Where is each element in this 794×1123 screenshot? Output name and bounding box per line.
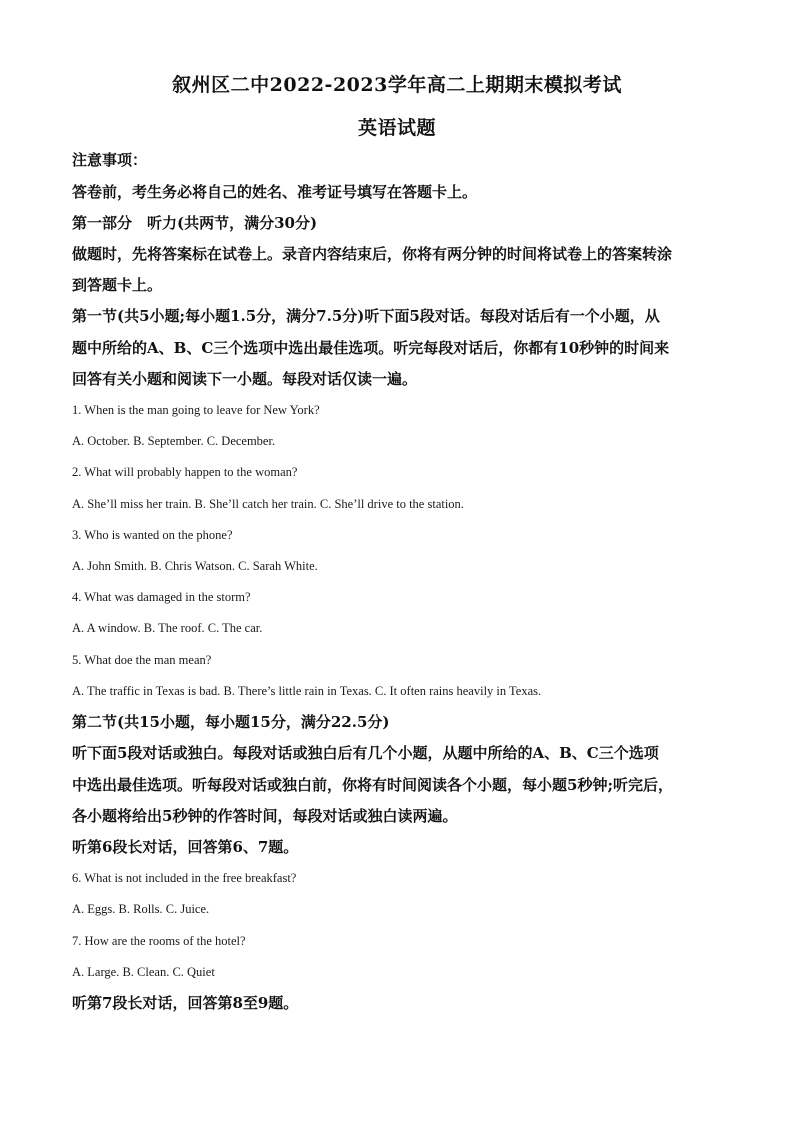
section1-heading-line-1: 第一节(共5小题;每小题1.5分，满分7.5分)听下面5段对话。每段对话后有一个小题，从 [72, 307, 660, 325]
part1-instruction-line-2: 到答题卡上。 [72, 276, 163, 294]
notice-text: 答卷前，考生务必将自己的姓名、准考证号填写在答题卡上。 [72, 183, 478, 201]
question-1-options: A. October. B. September. C. December. [72, 434, 276, 448]
section1-heading-line-3: 回答有关小题和阅读下一小题。每段对话仅读一遍。 [72, 370, 418, 388]
section1-heading-line-2: 题中所给的A、B、C三个选项中选出最佳选项。听完每段对话后，你都有10秒钟的时间来 [72, 339, 670, 357]
question-5: 5. What doe the man mean? [72, 653, 212, 667]
exam-title: 叙州区二中2022-2023学年高二上期期末模拟考试 [172, 74, 622, 96]
question-3-options: A. John Smith. B. Chris Watson. C. Sarah White. [72, 559, 318, 573]
dialogue-7-heading: 听第7段长对话，回答第8至9题。 [72, 994, 299, 1012]
dialogue-6-heading: 听第6段长对话，回答第6、7题。 [72, 838, 299, 856]
question-4: 4. What was damaged in the storm? [72, 590, 251, 604]
part1-heading: 第一部分 听力(共两节，满分30分) [72, 214, 318, 232]
question-7-options: A. Large. B. Clean. C. Quiet [72, 965, 215, 979]
question-5-options: A. The traffic in Texas is bad. B. There’s little rain in Texas. C. It often rains heavily in Texas. [72, 684, 542, 698]
question-3: 3. Who is wanted on the phone? [72, 528, 233, 542]
question-6-options: A. Eggs. B. Rolls. C. Juice. [72, 902, 210, 916]
notice-heading: 注意事项： [72, 151, 148, 169]
question-1: 1. When is the man going to leave for New York? [72, 403, 320, 417]
section2-heading: 第二节(共15小题，每小题15分，满分22.5分) [72, 713, 390, 731]
exam-subject: 英语试题 [357, 117, 436, 139]
question-7: 7. How are the rooms of the hotel? [72, 934, 246, 948]
question-4-options: A. A window. B. The roof. C. The car. [72, 621, 263, 635]
question-2: 2. What will probably happen to the woman? [72, 465, 298, 479]
section2-instruction-line-1: 听下面5段对话或独白。每段对话或独白后有几个小题，从题中所给的A、B、C三个选项 [72, 744, 659, 762]
question-6: 6. What is not included in the free breakfast? [72, 871, 297, 885]
question-2-options: A. She’ll miss her train. B. She’ll catch her train. C. She’ll drive to the station. [72, 497, 464, 511]
part1-instruction-line-1: 做题时，先将答案标在试卷上。录音内容结束后，你将有两分钟的时间将试卷上的答案转涂 [72, 245, 673, 263]
section2-instruction-line-3: 各小题将给出5秒钟的作答时间，每段对话或独白读两遍。 [72, 807, 458, 825]
section2-instruction-line-2: 中选出最佳选项。听每段对话或独白前，你将有时间阅读各个小题，每小题5秒钟;听完后， [72, 776, 673, 794]
